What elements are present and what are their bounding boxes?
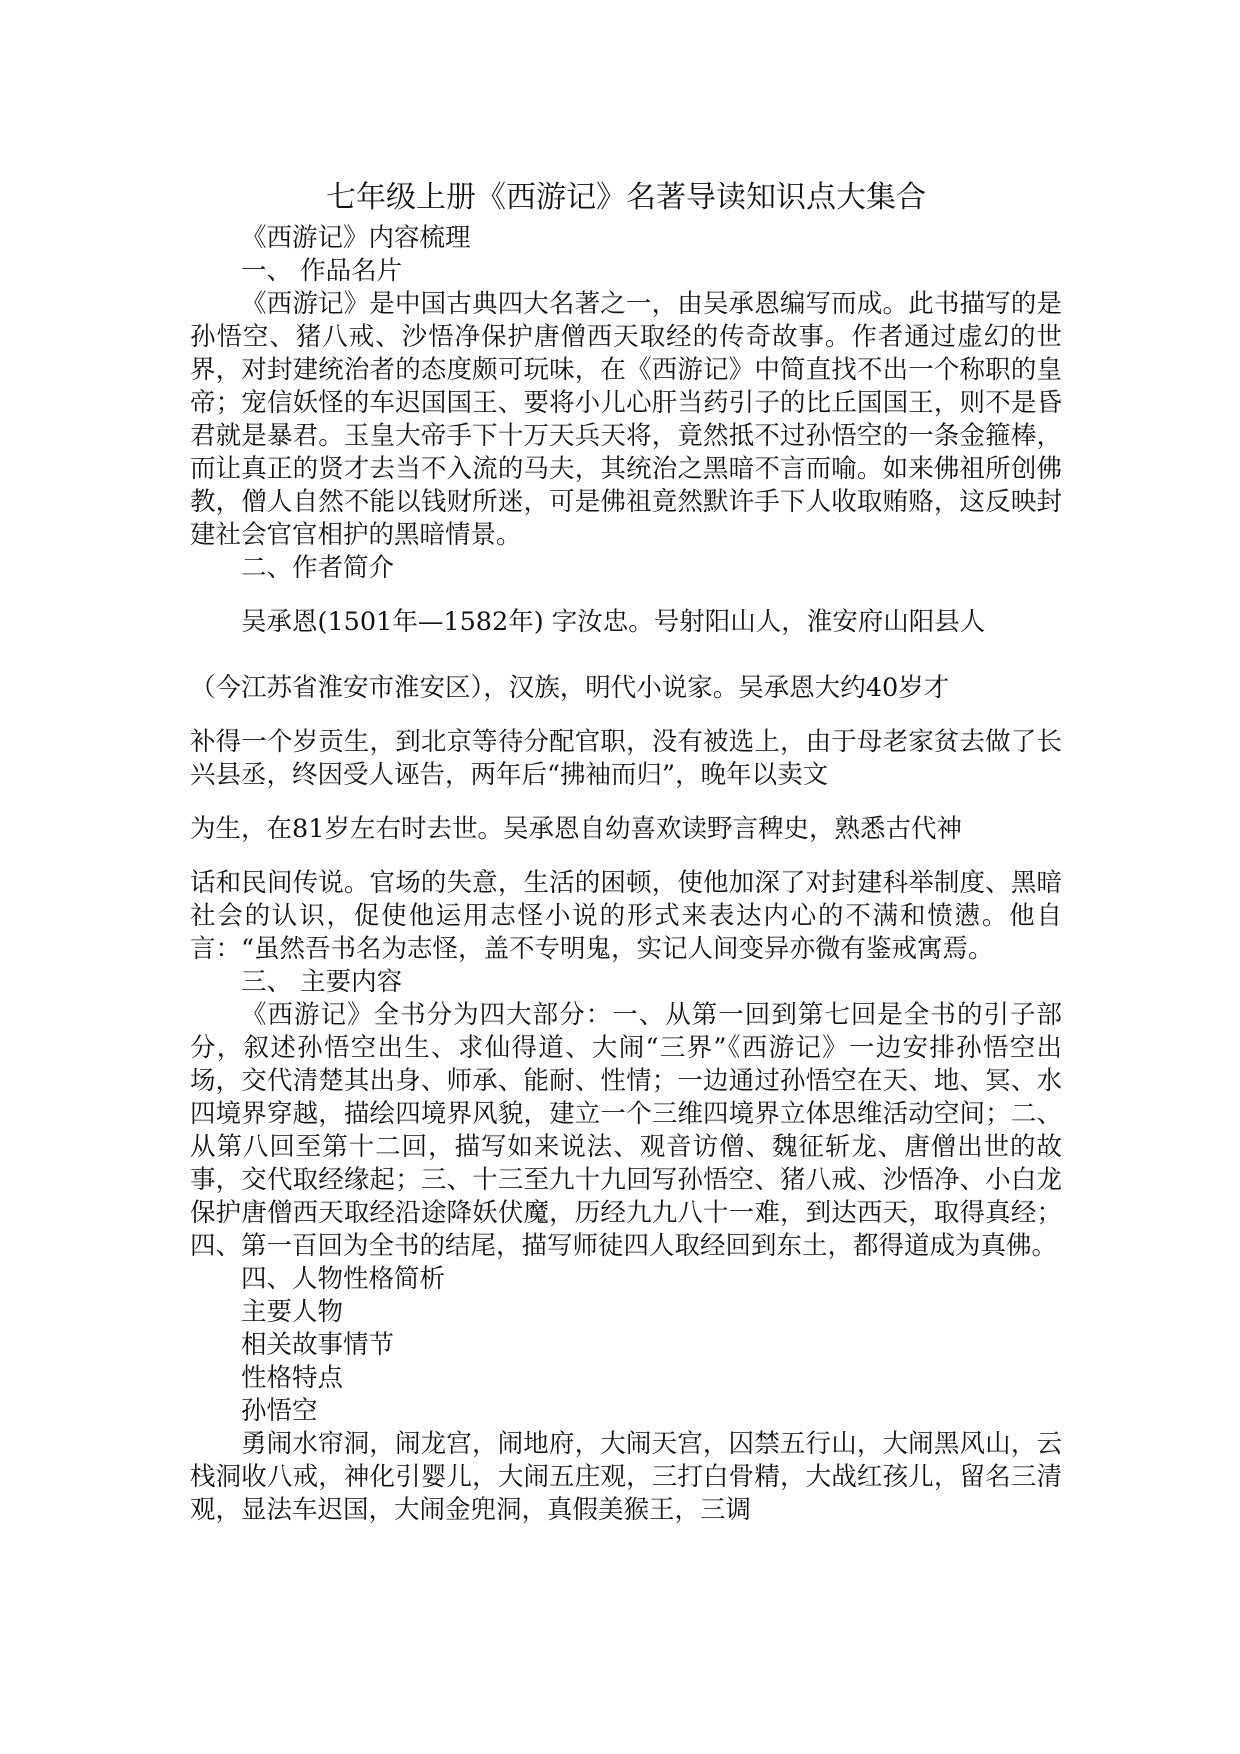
label-personality: 性格特点 <box>241 1363 344 1393</box>
paragraph-author-line-3: 补得一个岁贡生，到北京等待分配官职，没有被选上，由于母老家贫去做了长兴县丞，终因受人诬告，两年后“拂袖而归”，晚年以卖文 <box>190 727 1062 790</box>
section-heading-main-content: 三、 主要内容 <box>241 967 403 997</box>
section-heading-content-overview: 《西游记》内容梳理 <box>241 223 471 253</box>
paragraph-work-profile: 《西游记》是中国古典四大名著之一，由吴承恩编写而成。此书描写的是孙悟空、猪八戒、沙悟净保护唐僧西天取经的传奇故事。作者通过虚幻的世界，对封建统治者的态度颇可玩味，在《西游记》中简直找不出一个称职的皇帝；宠信妖怪的车迟国国王、要将小儿心肝当药引子的比丘国国王，则不是昏君就是暴君。玉皇大帝手下十万天兵天将，竟然抵不过孙悟空的一条金箍棒，而让真正的贤才去当不入流的马夫，其统治之黑暗不言而喻。如来佛祖所创佛教，僧人自然不能以钱财所迷，可是佛祖竟然默许手下人收取贿赂，这反映封建社会官官相护的黑暗情景。 <box>190 289 1062 550</box>
label-sun-wukong: 孙悟空 <box>241 1396 318 1426</box>
section-heading-work-profile: 一、 作品名片 <box>241 256 403 286</box>
paragraph-author-line-2: （今江苏省淮安市淮安区），汉族，明代小说家。吴承恩大约40岁才 <box>190 673 950 703</box>
paragraph-author-line-1: 吴承恩(1501年—1582年) 字汝忠。号射阳山人，淮安府山阳县人 <box>241 607 986 637</box>
label-related-plots: 相关故事情节 <box>241 1330 395 1360</box>
paragraph-sun-wukong-plots: 勇闹水帘洞，闹龙宫，闹地府，大闹天宫，囚禁五行山，大闹黑风山，云栈洞收八戒，神化引婴儿，大闹五庄观，三打白骨精，大战红孩儿，留名三清观，显法车迟国，大闹金兜洞，真假美猴王，三调 <box>190 1429 1062 1525</box>
document-page <box>190 176 1062 1527</box>
paragraph-main-content: 《西游记》全书分为四大部分：一、从第一回到第七回是全书的引子部分，叙述孙悟空出生、求仙得道、大闹“三界”《西游记》一边安排孙悟空出场，交代清楚其出身、师承、能耐、性情；一边通过孙悟空在天、地、冥、水四境界穿越，描绘四境界风貌，建立一个三维四境界立体思维活动空间；二、从第八回至第十二回，描写如来说法、观音访僧、魏征斩龙、唐僧出世的故事，交代取经缘起；三、十三至九十九回写孙悟空、猪八戒、沙悟净、小白龙保护唐僧西天取经沿途降妖伏魔，历经九九八十一难，到达西天，取得真经；四、第一百回为全书的结尾，描写师徒四人取经回到东土，都得道成为真佛。 <box>190 1000 1062 1261</box>
document-title: 七年级上册《西游记》名著导读知识点大集合 <box>326 180 926 215</box>
section-heading-characters: 四、人物性格简析 <box>241 1264 446 1294</box>
paragraph-author-line-5: 话和民间传说。官场的失意，生活的困顿，使他加深了对封建科举制度、黑暗社会的认识，促使他运用志怪小说的形式来表达内心的不满和愤懑。他自言：“虽然吾书名为志怪，盖不专明鬼，实记人间变异亦微有鉴戒寓焉。 <box>190 868 1062 964</box>
section-heading-author: 二、作者简介 <box>241 553 395 583</box>
label-main-characters: 主要人物 <box>241 1297 344 1327</box>
paragraph-author-line-4: 为生，在81岁左右时去世。吴承恩自幼喜欢读野言稗史，熟悉古代神 <box>190 814 962 844</box>
